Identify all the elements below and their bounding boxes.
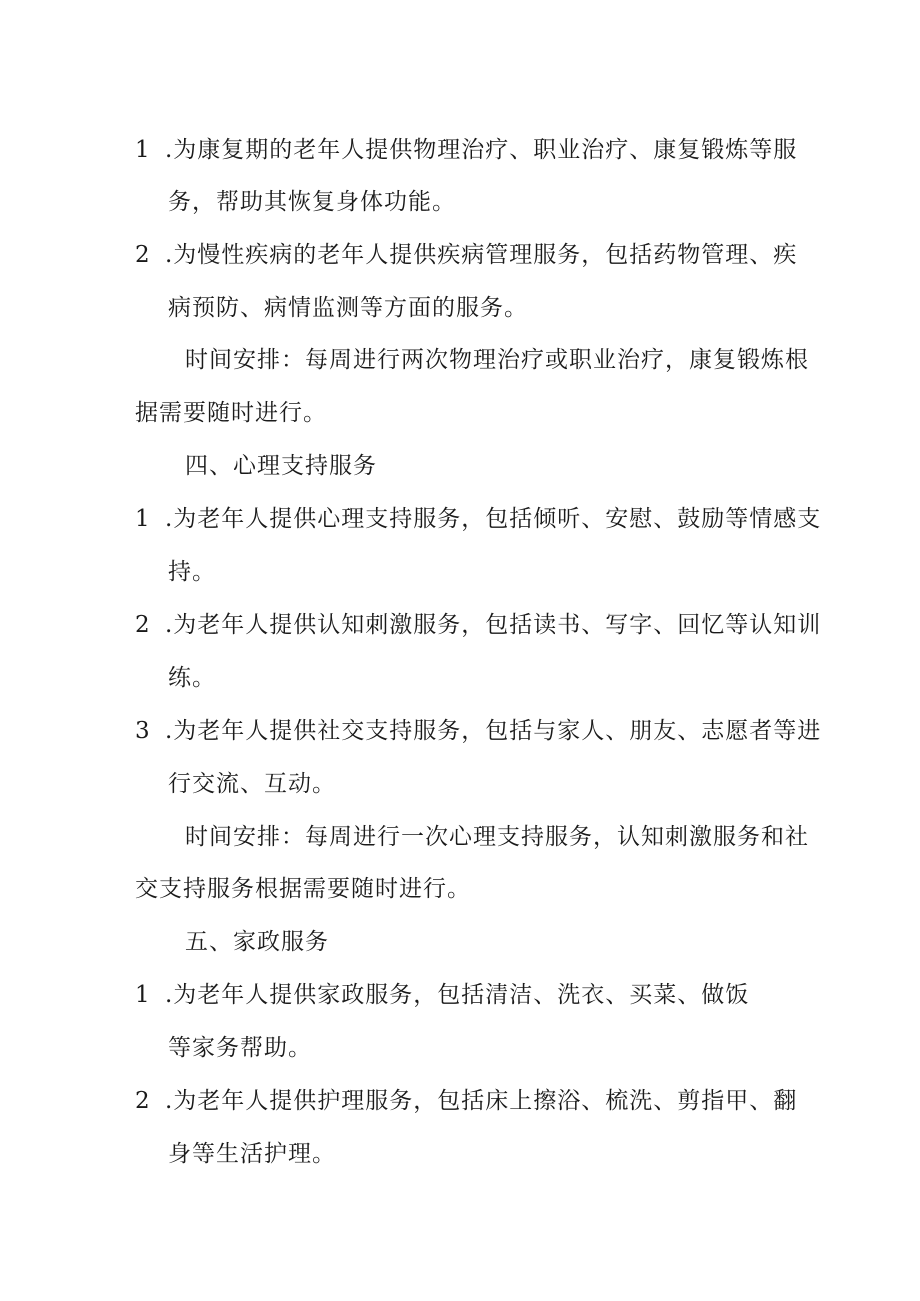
paragraph-text: 时间安排：每周进行两次物理治疗或职业治疗，康复锻炼根 (185, 347, 809, 373)
continuation-line (168, 293, 528, 323)
paragraph-text: .为老年人提供家政服务，包括清洁、洗衣、买菜、做饭 (165, 982, 750, 1008)
list-number: 1 (135, 506, 151, 532)
continuation-line (168, 557, 216, 587)
list-item-number-line (135, 610, 821, 640)
list-item-number-line (135, 135, 797, 165)
paragraph-text: 时间安排：每周进行一次心理支持服务，认知刺激服务和社 (185, 824, 809, 850)
heading-text: 五、家政服务 (185, 929, 329, 955)
list-item-number-line (135, 980, 749, 1010)
continuation-line (168, 1139, 336, 1169)
list-item-number-line (135, 504, 821, 534)
list-number: 2 (135, 612, 151, 638)
list-item-number-line (135, 1086, 797, 1116)
paragraph-text: 身等生活护理。 (168, 1141, 336, 1167)
paragraph-text: 持。 (168, 559, 216, 585)
paragraph-text: .为老年人提供社交支持服务，包括与家人、朋友、志愿者等进 (165, 718, 822, 744)
list-item-number-line (135, 240, 797, 270)
paragraph-text: 等家务帮助。 (168, 1035, 312, 1061)
list-number: 1 (135, 982, 151, 1008)
paragraph-text: 练。 (168, 665, 216, 691)
schedule-paragraph (185, 822, 809, 852)
section-heading (185, 927, 329, 957)
paragraph-text: 病预防、病情监测等方面的服务。 (168, 295, 528, 321)
continuation-line (135, 398, 327, 428)
list-number: 2 (135, 242, 151, 268)
paragraph-text: 务，帮助其恢复身体功能。 (168, 189, 456, 215)
paragraph-text: .为康复期的老年人提供物理治疗、职业治疗、康复锻炼等服 (165, 137, 798, 163)
list-number: 1 (135, 137, 151, 163)
continuation-line (168, 1033, 312, 1063)
continuation-line (168, 769, 336, 799)
section-heading (185, 451, 377, 481)
paragraph-text: .为老年人提供认知刺激服务，包括读书、写字、回忆等认知训 (165, 612, 822, 638)
continuation-line (168, 187, 456, 217)
paragraph-text: 据需要随时进行。 (135, 400, 327, 426)
list-number: 3 (135, 718, 151, 744)
paragraph-text: .为老年人提供心理支持服务，包括倾听、安慰、鼓励等情感支 (165, 506, 822, 532)
schedule-paragraph (185, 345, 809, 375)
continuation-line (168, 663, 216, 693)
paragraph-text: 行交流、互动。 (168, 771, 336, 797)
paragraph-text: .为慢性疾病的老年人提供疾病管理服务，包括药物管理、疾 (165, 242, 798, 268)
paragraph-text: 交支持服务根据需要随时进行。 (135, 876, 471, 902)
continuation-line (135, 874, 471, 904)
list-number: 2 (135, 1088, 151, 1114)
paragraph-text: .为老年人提供护理服务，包括床上擦浴、梳洗、剪指甲、翻 (165, 1088, 798, 1114)
list-item-number-line (135, 716, 821, 746)
heading-text: 四、心理支持服务 (185, 453, 377, 479)
